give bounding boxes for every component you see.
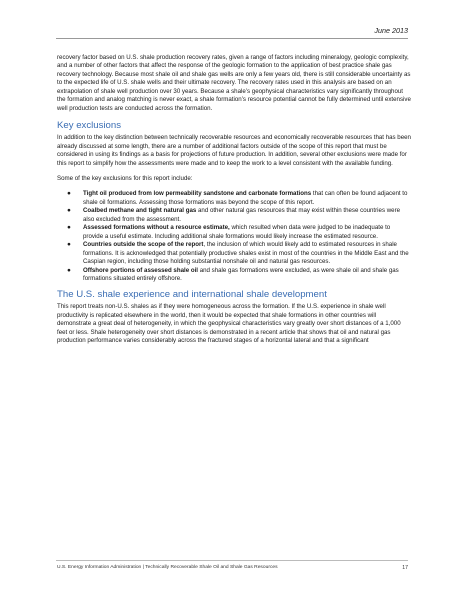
header-divider [56,38,408,39]
list-item [67,241,411,266]
bullet-icon: ● [67,224,71,232]
list-item [67,207,411,224]
heading-key-exclusions: Key exclusions [57,120,121,132]
us-shale-paragraph: This report treats non-U.S. shales as if they were homogeneous across the formation. If the U.S. experience in shale well productivity is replicated elsewhere in the world, then it would be expected that shale formations in other countries will demonstrate a great deal of heterogeneity, in which the geophysical characteristics vary greatly over short distances of a 1,000 feet or less. Shale heterogeneity over short distances is demonstrated in a recent article that shows that oil and natural gas production performance varies considerably across the fractured stages of a horizontal lateral and that a significant [57,303,401,345]
bullet-icon: ● [67,207,71,215]
list-item-text: and shale gas formations were excluded, as were shale oil and shale gas formations situated entirely offshore. [83,266,399,282]
list-item [67,267,411,284]
exclusions-paragraph: In addition to the key distinction between technically recoverable resources and economically recoverable resources that has been already discussed at some length, there are a number of additional factors outside of the scope of this report that must be considered in using its findings as a basis for projections of future production. In addition, several other exclusions were made for this report to simplify how the assessments were made and to keep the work to a level consistent with the available funding. [57,134,411,167]
list-item [67,190,411,207]
exclusions-list [57,190,411,283]
list-item [67,224,411,241]
bullet-icon: ● [67,241,71,249]
page-number: 17 [402,565,408,571]
list-item-bold: Countries outside the scope of the report [83,241,204,249]
page-content [57,54,411,353]
list-item-text: and other natural gas resources that may exist within these countries were also excluded from the assessment. [83,207,401,223]
list-item-bold: Offshore portions of assessed shale oil [83,266,198,274]
intro-paragraph: recovery factor based on U.S. shale production recovery rates, given a range of factors including mineralogy, geologic complexity, and a number of other factors that affect the response of the geologic formation to the application of best practice shale gas recovery technology. Because most shale oil and shale gas wells are only a few years old, there is still considerable uncertainty as to the expected life of U.S. shale wells and their ultimate recovery. The recovery rates used in this analysis are based on an extrapolation of shale well production over 30 years. Because a shale’s geophysical characteristics vary significantly throughout the formation and analog matching is never exact, a shale formation’s resource potential cannot be fully determined until extensive well production tests are conducted across the formation. [57,54,411,112]
list-item-text: , the inclusion of which would likely add to estimated resources in shale formations. It is acknowledged that potentially productive shales exist in most of the countries in the Middle East and the Caspian region, including those holding substantial nonshale oil and natural gas resources. [83,241,409,266]
footer-text: U.S. Energy Information Administration | Technically Recoverable Shale Oil and Shale Gas Resources [57,565,278,570]
page-footer [57,565,408,570]
list-item-bold: Assessed formations without a resource estimate, [83,224,230,232]
exclusions-lead-in: Some of the key exclusions for this report include: [57,174,193,182]
bullet-icon: ● [67,190,71,198]
list-item-bold: Coalbed methane and tight natural gas [83,207,197,215]
heading-us-shale-experience: The U.S. shale experience and international shale development [57,289,327,301]
list-item-text: that can often be found adjacent to shale oil formations. Assessing those formations was beyond the scope of this report. [83,190,408,206]
footer-divider [56,560,408,561]
bullet-icon: ● [67,266,71,274]
list-item-bold: Tight oil produced from low permeability sandstone and carbonate formations [83,190,312,198]
list-item-text: which resulted when data were judged to be inadequate to provide a useful estimate. Including additional shale formations would likely increase the estimated resource. [83,224,391,240]
header-date: June 2013 [374,26,408,35]
